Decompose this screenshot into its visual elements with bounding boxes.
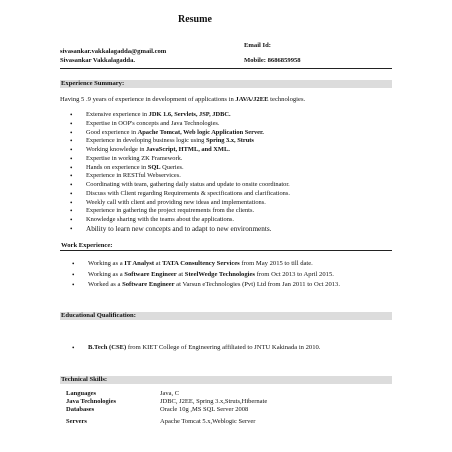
skill-label-databases: Databases xyxy=(66,406,95,413)
email-address: sivasankar.vakkalagadda@gmail.com xyxy=(60,48,167,55)
skill-label-languages: Languages xyxy=(66,390,96,397)
candidate-name: Sivasankar Vakkalagadda. xyxy=(60,57,136,64)
skill-value-java-technologies: JDBC, J2EE, Spring 3.x,Struts,Hibernate xyxy=(160,398,268,405)
list-item: • Worked as a Software Engineer at Varsun eTechnologies (Pvt) Ltd from Jan 2011 to Oct 2013. xyxy=(60,281,392,290)
list-item: • Expertise in OOP's concepts and Java Technologies. xyxy=(60,120,290,129)
list-item: • Ability to learn new concepts and to adapt to new environments. xyxy=(60,225,290,234)
email-label: Email Id: xyxy=(244,42,271,49)
work-experience-divider xyxy=(60,250,392,251)
experience-intro: Having 5 .9 years of experience in development of applications in JAVA/J2EE technologies. xyxy=(60,96,306,103)
list-item: • B.Tech (CSE) from KIET College of Engineering affiliated to JNTU Kakinada in 2010. xyxy=(60,344,392,353)
skill-label-servers: Servers xyxy=(66,418,87,425)
list-item: • Extensive experience in JDK 1.6, Servlets, JSP, JDBC. xyxy=(60,111,290,120)
skill-value-servers: Apache Tomcat 5.x,Weblogic Server xyxy=(160,418,256,425)
list-item: • Weekly call with client and providing new ideas and implementations. xyxy=(60,199,290,208)
education-list xyxy=(60,344,392,355)
list-item: • Expertise in working ZK Framework. xyxy=(60,155,290,164)
section-heading-work-experience: Work Experience: xyxy=(61,242,113,249)
section-heading-experience-summary: Experience Summary: xyxy=(60,80,392,88)
list-item: • Experience in developing business logic using Spring 3.x, Struts xyxy=(60,137,290,146)
list-item: • Experience in gathering the project requirements from the clients. xyxy=(60,207,290,216)
list-item: • Experience in RESTful Webservices. xyxy=(60,172,290,181)
list-item: • Good experience in Apache Tomcat, Web logic Application Server. xyxy=(60,129,290,138)
work-experience-list xyxy=(60,260,392,292)
list-item: • Working knowledge in JavaScript, HTML, and XML. xyxy=(60,146,290,155)
list-item: • Coordinating with team, gathering daily status and update to onsite coordinator. xyxy=(60,181,290,190)
section-heading-technical-skills: Technical Skills: xyxy=(60,376,392,384)
section-heading-education: Educational Qualification: xyxy=(60,312,392,320)
list-item: • Working as a Software Engineer at SteelWedge Technologies from Oct 2013 to April 2015. xyxy=(60,271,392,280)
page-title: Resume xyxy=(178,14,212,25)
skill-label-java-technologies: Java Technologies xyxy=(66,398,117,405)
experience-summary-list xyxy=(60,111,290,234)
list-item: • Working as a IT Analyst at TATA Consultency Services from May 2015 to till date. xyxy=(60,260,392,269)
header-divider xyxy=(60,68,392,69)
mobile-number: Mobile: 8686859958 xyxy=(244,57,301,64)
list-item: • Discuss with Client regarding Requirements & specifications and clarifications. xyxy=(60,190,290,199)
skill-value-databases: Oracle 10g ,MS SQL Server 2008 xyxy=(160,406,249,413)
list-item: • Knowledge sharing with the teams about the applications. xyxy=(60,216,290,225)
skill-value-languages: Java, C xyxy=(160,390,180,397)
list-item: • Hands on experience in SQL Queries. xyxy=(60,164,290,173)
